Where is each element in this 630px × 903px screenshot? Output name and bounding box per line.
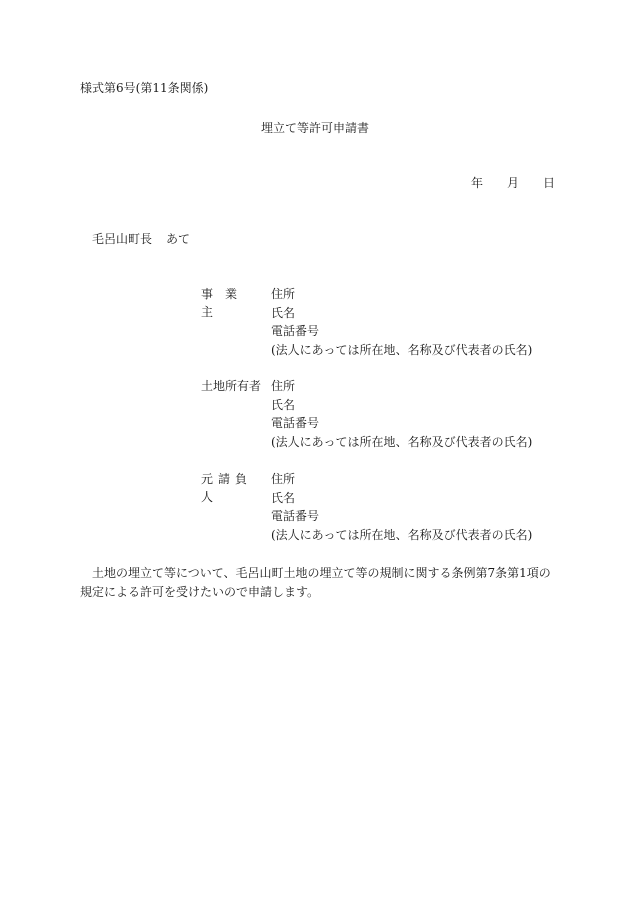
party-phone-label: 電話番号	[271, 324, 320, 338]
date-day: 日	[543, 176, 556, 190]
party-address-label: 住所	[271, 472, 296, 486]
party-role: 土地所有者	[201, 379, 262, 393]
party-corporation-note: (法人にあっては所在地、名称及び代表者の氏名)	[271, 342, 533, 357]
party-address-label: 住所	[271, 287, 296, 301]
party-name-label: 氏名	[271, 305, 296, 320]
party-corporation-note: (法人にあっては所在地、名称及び代表者の氏名)	[271, 527, 533, 542]
addressee-name: 毛呂山町長	[92, 232, 153, 246]
party-role: 元請負人	[201, 472, 253, 504]
addressee-suffix: あて	[166, 232, 191, 246]
party-phone-label: 電話番号	[271, 416, 320, 430]
form-number: 様式第6号(第11条関係)	[80, 81, 209, 95]
party-corporation-note: (法人にあっては所在地、名称及び代表者の氏名)	[271, 434, 533, 449]
addressee	[92, 230, 190, 248]
party-name-label: 氏名	[271, 490, 296, 505]
party-name-label: 氏名	[271, 397, 296, 412]
party-address-label: 住所	[271, 379, 296, 393]
date-month: 月	[507, 176, 520, 190]
application-statement: 土地の埋立て等について、毛呂山町土地の埋立て等の規制に関する条例第7条第1項の規定による許可を受けたいので申請します。	[80, 566, 551, 599]
party-phone-label: 電話番号	[271, 509, 320, 523]
date-line	[471, 174, 555, 192]
date-year: 年	[471, 176, 484, 190]
document-title: 埋立て等許可申請書	[260, 121, 369, 135]
party-role: 事業主	[201, 287, 250, 319]
